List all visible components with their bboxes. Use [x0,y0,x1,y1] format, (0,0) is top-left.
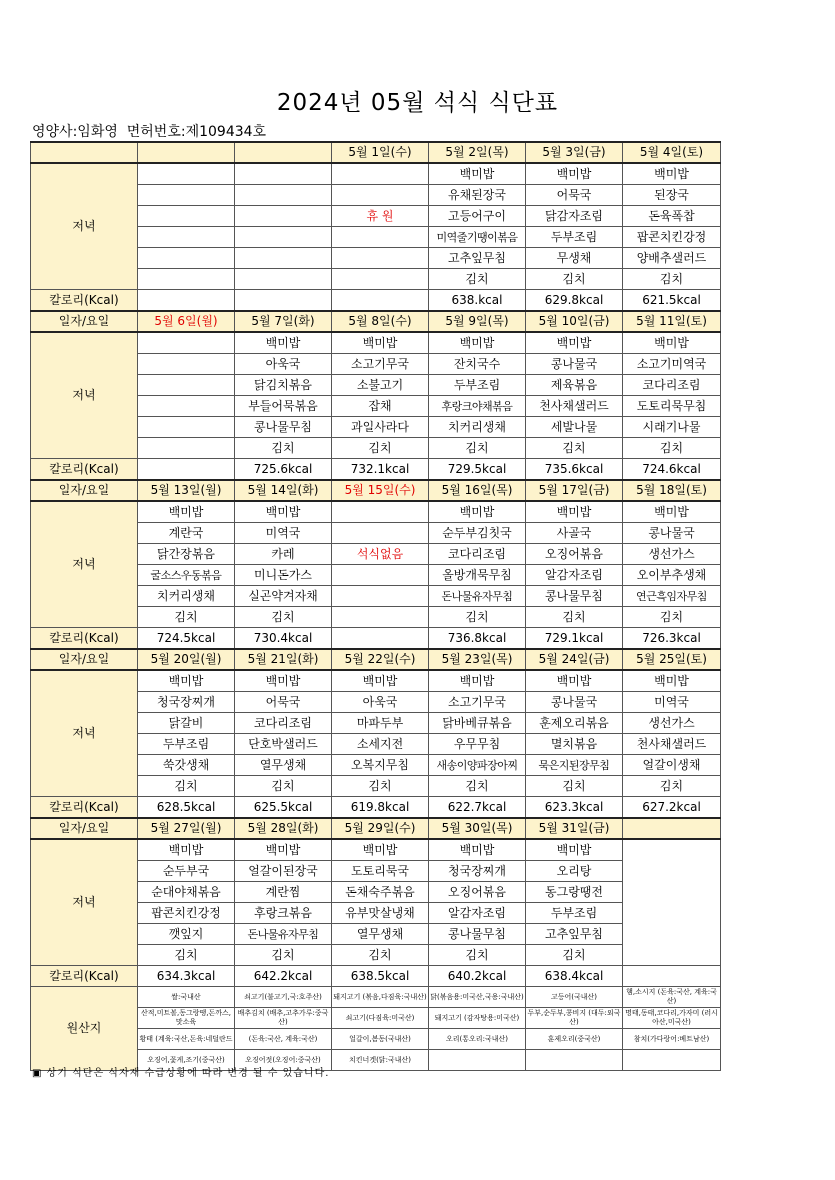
menu-cell: 실곤약겨자채 [235,586,332,607]
date-cell: 5월 27일(월) [138,818,235,839]
origin-cell: 쇠고기(다짐육:미국산) [332,1008,429,1029]
menu-cell: 백미밥 [526,332,623,354]
calorie-label: 칼로리(Kcal) [31,628,138,650]
menu-cell: 오리탕 [526,861,623,882]
date-cell: 5월 10일(금) [526,311,623,332]
calorie-cell: 724.5kcal [138,628,235,650]
menu-cell: 김치 [623,776,721,797]
menu-cell: 백미밥 [526,670,623,692]
calorie-cell: 638.5kcal [332,966,429,987]
menu-cell: 청국장찌개 [138,692,235,713]
date-cell [138,142,235,163]
menu-cell: 김치 [526,269,623,290]
calorie-label: 칼로리(Kcal) [31,797,138,819]
calorie-label: 칼로리(Kcal) [31,290,138,312]
origin-cell: 햄,소시지 (돈육:국산, 계육:국산) [623,987,721,1008]
date-header-row [31,649,721,670]
menu-cell: 코다리조림 [623,375,721,396]
dinner-label: 저녁 [31,670,138,797]
menu-cell: 도토리묵무침 [623,396,721,417]
menu-cell: 세발나물 [526,417,623,438]
menu-cell: 미역국 [623,692,721,713]
calorie-row [31,459,721,481]
date-header-row [31,311,721,332]
menu-cell: 백미밥 [138,670,235,692]
menu-cell: 백미밥 [429,839,526,861]
menu-cell: 아욱국 [332,692,429,713]
menu-cell: 미역줄기땡이볶음 [429,227,526,248]
calorie-cell: 628.5kcal [138,797,235,819]
menu-cell: 김치 [623,269,721,290]
menu-row [31,839,721,861]
calorie-cell: 634.3kcal [138,966,235,987]
origin-cell: 돼지고기 (볶음,다짐육:국내산) [332,987,429,1008]
origin-cell: 참치(가다랑어:베트남산) [623,1029,721,1050]
menu-cell [332,163,429,185]
menu-cell: 팝콘치킨강정 [138,903,235,924]
menu-cell [332,565,429,586]
menu-cell [235,163,332,185]
menu-cell: 콩나물무침 [526,586,623,607]
calorie-label: 칼로리(Kcal) [31,459,138,481]
calorie-row [31,966,721,987]
calorie-cell: 622.7kcal [429,797,526,819]
menu-cell [138,248,235,269]
date-cell [235,142,332,163]
menu-cell: 김치 [429,945,526,966]
date-cell: 5월 8일(수) [332,311,429,332]
date-cell: 5월 13일(월) [138,480,235,501]
menu-cell: 어묵국 [235,692,332,713]
date-cell: 5월 4일(토) [623,142,721,163]
menu-cell: 후랑크야채볶음 [429,396,526,417]
menu-cell: 사골국 [526,523,623,544]
calorie-cell [623,966,721,987]
calorie-cell: 638.4kcal [526,966,623,987]
menu-cell [235,248,332,269]
menu-cell: 석식없음 [332,544,429,565]
menu-cell: 돈나물유자무침 [429,586,526,607]
calorie-cell: 619.8kcal [332,797,429,819]
menu-cell: 돈나물유자무침 [235,924,332,945]
calorie-cell [235,290,332,312]
date-header-row [31,818,721,839]
date-cell: 5월 29일(수) [332,818,429,839]
menu-cell: 소고기무국 [429,692,526,713]
menu-table [30,141,721,1071]
origin-cell: 닭(볶음용:미국산,국용:국내산) [429,987,526,1008]
origin-cell: 오징어젓(오징어:중국산) [235,1050,332,1071]
menu-cell: 우무무침 [429,734,526,755]
dinner-label: 저녁 [31,163,138,290]
menu-cell: 백미밥 [526,163,623,185]
date-header-label: 일자/요일 [31,818,138,839]
menu-cell [138,417,235,438]
calorie-cell: 736.8kcal [429,628,526,650]
menu-cell: 잔치국수 [429,354,526,375]
menu-cell: 묵은지된장무침 [526,755,623,776]
menu-cell: 오징어볶음 [526,544,623,565]
calorie-cell [332,628,429,650]
date-cell: 5월 20일(월) [138,649,235,670]
menu-cell: 김치 [138,607,235,628]
date-header-row [31,142,721,163]
origin-cell: (돈육:국산, 계육:국산) [235,1029,332,1050]
menu-cell: 부들어묵볶음 [235,396,332,417]
menu-cell: 백미밥 [332,670,429,692]
menu-cell: 김치 [429,269,526,290]
date-cell: 5월 3일(금) [526,142,623,163]
menu-cell: 돈채숙주볶음 [332,882,429,903]
menu-cell [138,332,235,354]
menu-cell [235,185,332,206]
date-cell: 5월 21일(화) [235,649,332,670]
menu-cell: 천사채샐러드 [526,396,623,417]
menu-cell [138,396,235,417]
origin-label: 원산지 [31,987,138,1071]
menu-cell: 무생채 [526,248,623,269]
menu-cell: 김치 [235,607,332,628]
calorie-cell: 726.3kcal [623,628,721,650]
menu-cell [235,227,332,248]
origin-cell [429,1050,526,1071]
dinner-label: 저녁 [31,839,138,966]
menu-cell: 백미밥 [235,332,332,354]
menu-cell [138,227,235,248]
menu-cell: 김치 [526,438,623,459]
menu-cell: 굴소스우동볶음 [138,565,235,586]
calorie-cell: 640.2kcal [429,966,526,987]
origin-cell: 배추김치 (배추,고추가루:중국산) [235,1008,332,1029]
origin-cell: 훈제오리(중국산) [526,1029,623,1050]
menu-cell: 닭감자조림 [526,206,623,227]
menu-cell: 계란찜 [235,882,332,903]
calorie-cell: 625.5kcal [235,797,332,819]
menu-cell: 소고기무국 [332,354,429,375]
menu-cell: 생선가스 [623,713,721,734]
menu-cell [235,206,332,227]
menu-cell: 백미밥 [623,501,721,523]
menu-cell: 마파두부 [332,713,429,734]
menu-cell: 제육볶음 [526,375,623,396]
menu-cell: 계란국 [138,523,235,544]
menu-cell: 닭김치볶음 [235,375,332,396]
menu-cell: 김치 [138,776,235,797]
footer-note: ▣ 상기 식단은 식자재 수급상황에 따라 변경 될 수 있습니다. [32,1068,330,1079]
menu-cell: 미역국 [235,523,332,544]
menu-cell: 백미밥 [235,501,332,523]
menu-cell: 김치 [429,438,526,459]
menu-cell [332,607,429,628]
menu-cell: 순두부국 [138,861,235,882]
calorie-row [31,290,721,312]
calorie-row [31,628,721,650]
calorie-cell: 725.6kcal [235,459,332,481]
origin-cell: 산적,미트볼,동그랑땡,돈까스,맛소육 [138,1008,235,1029]
date-header-label: 일자/요일 [31,480,138,501]
menu-cell: 열무생채 [235,755,332,776]
menu-cell: 콩나물무침 [429,924,526,945]
menu-cell: 백미밥 [429,332,526,354]
menu-cell: 김치 [235,945,332,966]
menu-cell: 김치 [235,776,332,797]
menu-row [31,501,721,523]
date-cell: 5월 15일(수) [332,480,429,501]
menu-cell: 김치 [429,776,526,797]
menu-cell: 두부조림 [526,227,623,248]
menu-cell: 백미밥 [526,839,623,861]
menu-cell: 김치 [332,776,429,797]
menu-cell [332,248,429,269]
menu-cell: 된장국 [623,185,721,206]
menu-cell: 멸치볶음 [526,734,623,755]
menu-cell: 닭갈비 [138,713,235,734]
page-title: 2024년 05월 석식 식단표 [276,90,559,116]
menu-cell: 열무생채 [332,924,429,945]
date-cell: 5월 25일(토) [623,649,721,670]
date-cell [623,818,721,839]
calorie-cell [332,290,429,312]
menu-cell: 후랑크볶음 [235,903,332,924]
date-cell: 5월 31일(금) [526,818,623,839]
origin-cell: 쇠고기(불고기,국:호주산) [235,987,332,1008]
menu-cell: 양배추샐러드 [623,248,721,269]
menu-cell [138,354,235,375]
menu-cell: 깻잎지 [138,924,235,945]
menu-cell: 코다리조림 [429,544,526,565]
menu-cell: 김치 [526,945,623,966]
calorie-cell: 735.6kcal [526,459,623,481]
date-cell: 5월 30일(목) [429,818,526,839]
origin-cell: 오징어,꽃게,조기(중국산) [138,1050,235,1071]
menu-cell: 김치 [526,607,623,628]
origin-cell [623,1050,721,1071]
origin-cell [526,1050,623,1071]
menu-cell: 유채된장국 [429,185,526,206]
date-cell: 5월 28일(화) [235,818,332,839]
menu-cell: 순대야채볶음 [138,882,235,903]
menu-cell: 알감자조림 [526,565,623,586]
menu-cell: 고등어구이 [429,206,526,227]
date-cell: 5월 9일(목) [429,311,526,332]
menu-cell: 잡채 [332,396,429,417]
calorie-cell: 730.4kcal [235,628,332,650]
menu-cell: 백미밥 [623,332,721,354]
menu-cell: 콩나물국 [623,523,721,544]
calorie-cell: 729.1kcal [526,628,623,650]
menu-cell [138,163,235,185]
calorie-label: 칼로리(Kcal) [31,966,138,987]
menu-cell: 백미밥 [623,163,721,185]
calorie-cell: 729.5kcal [429,459,526,481]
origin-cell: 오리(통오리:국내산) [429,1029,526,1050]
calorie-cell: 724.6kcal [623,459,721,481]
date-header-label [31,142,138,163]
date-cell: 5월 18일(토) [623,480,721,501]
date-cell: 5월 11일(토) [623,311,721,332]
menu-cell: 생선가스 [623,544,721,565]
menu-cell: 백미밥 [429,501,526,523]
date-cell: 5월 14일(화) [235,480,332,501]
calorie-cell: 642.2kcal [235,966,332,987]
menu-cell: 김치 [138,945,235,966]
menu-cell: 닭간장볶음 [138,544,235,565]
calorie-cell: 629.8kcal [526,290,623,312]
menu-cell: 소고기미역국 [623,354,721,375]
origin-cell: 명태,동태,코다리,가자미 (러시아산,미국산) [623,1008,721,1029]
menu-cell: 콩나물무침 [235,417,332,438]
menu-cell: 김치 [623,607,721,628]
menu-cell: 미니돈가스 [235,565,332,586]
menu-cell: 소불고기 [332,375,429,396]
calorie-cell: 638.kcal [429,290,526,312]
menu-cell: 도토리묵국 [332,861,429,882]
date-cell: 5월 16일(목) [429,480,526,501]
calorie-cell: 732.1kcal [332,459,429,481]
origin-cell: 얼갈이,봄동(국내산) [332,1029,429,1050]
menu-cell [138,206,235,227]
origin-cell: 쌀:국내산 [138,987,235,1008]
menu-cell [332,586,429,607]
menu-cell: 백미밥 [138,501,235,523]
menu-cell: 고추잎무침 [429,248,526,269]
menu-cell: 연근흑임자무침 [623,586,721,607]
menu-cell: 백미밥 [235,670,332,692]
menu-cell: 오복지무침 [332,755,429,776]
date-cell: 5월 1일(수) [332,142,429,163]
origin-cell: 돼지고기 (감자탕용:미국산) [429,1008,526,1029]
menu-cell: 두부조림 [138,734,235,755]
menu-cell: 김치 [526,776,623,797]
menu-cell [138,438,235,459]
menu-cell: 유부맛살냉채 [332,903,429,924]
menu-cell: 과일사라다 [332,417,429,438]
date-header-label: 일자/요일 [31,311,138,332]
menu-cell [332,501,429,523]
date-cell: 5월 24일(금) [526,649,623,670]
menu-cell: 백미밥 [623,670,721,692]
menu-cell: 고추잎무침 [526,924,623,945]
menu-cell: 청국장찌개 [429,861,526,882]
menu-cell [138,185,235,206]
menu-cell [138,375,235,396]
menu-cell: 동그랑땡전 [526,882,623,903]
menu-cell: 오징어볶음 [429,882,526,903]
date-cell: 5월 22일(수) [332,649,429,670]
menu-cell: 어묵국 [526,185,623,206]
menu-cell: 오이부추생채 [623,565,721,586]
menu-cell: 치커리생채 [138,586,235,607]
menu-row [31,670,721,692]
date-cell: 5월 17일(금) [526,480,623,501]
menu-cell: 백미밥 [429,163,526,185]
menu-cell: 김치 [332,438,429,459]
date-cell: 5월 6일(월) [138,311,235,332]
origin-cell: 치킨너겟(닭:국내산) [332,1050,429,1071]
menu-cell [332,185,429,206]
date-cell: 5월 2일(목) [429,142,526,163]
dinner-label: 저녁 [31,332,138,459]
origin-cell: 황태 (계육:국산,돈육:네덜란드 [138,1029,235,1050]
dietitian-info: 영양사:임화영 면허번호:제109434호 [32,124,267,140]
menu-cell: 콩나물국 [526,354,623,375]
menu-cell: 순두부김칫국 [429,523,526,544]
menu-cell: 백미밥 [138,839,235,861]
menu-cell [332,269,429,290]
calorie-cell [138,459,235,481]
menu-cell [138,269,235,290]
menu-cell: 알감자조림 [429,903,526,924]
calorie-row [31,797,721,819]
calorie-cell [138,290,235,312]
menu-cell: 팝콘치킨강정 [623,227,721,248]
origin-cell: 두부,순두부,콩비지 (대두:외국산) [526,1008,623,1029]
menu-cell: 소세지전 [332,734,429,755]
menu-cell: 김치 [623,438,721,459]
menu-cell: 카레 [235,544,332,565]
menu-cell [332,523,429,544]
menu-cell: 치커리생채 [429,417,526,438]
menu-cell: 시래기나물 [623,417,721,438]
dinner-label: 저녁 [31,501,138,628]
menu-cell: 김치 [429,607,526,628]
menu-cell: 얼갈이된장국 [235,861,332,882]
menu-cell: 아욱국 [235,354,332,375]
origin-row [31,987,721,1008]
empty-cell [623,839,721,966]
menu-cell: 새송이양파장아찌 [429,755,526,776]
menu-cell: 김치 [332,945,429,966]
menu-cell: 두부조림 [526,903,623,924]
menu-cell [235,269,332,290]
menu-row [31,332,721,354]
menu-cell: 천사채샐러드 [623,734,721,755]
menu-cell: 쑥갓생채 [138,755,235,776]
menu-cell: 백미밥 [235,839,332,861]
date-header-label: 일자/요일 [31,649,138,670]
menu-cell [332,227,429,248]
menu-cell: 콩나물국 [526,692,623,713]
calorie-cell: 621.5kcal [623,290,721,312]
date-header-row [31,480,721,501]
menu-cell: 백미밥 [429,670,526,692]
menu-cell: 닭바베큐볶음 [429,713,526,734]
menu-cell: 얼갈이생채 [623,755,721,776]
calorie-cell: 623.3kcal [526,797,623,819]
menu-cell: 훈제오리볶음 [526,713,623,734]
menu-cell: 돈육폭찹 [623,206,721,227]
menu-row [31,163,721,185]
origin-cell: 고등어(국내산) [526,987,623,1008]
menu-cell: 두부조림 [429,375,526,396]
date-cell: 5월 7일(화) [235,311,332,332]
menu-cell: 김치 [235,438,332,459]
menu-cell: 올방개묵무침 [429,565,526,586]
menu-cell: 코다리조림 [235,713,332,734]
menu-cell: 휴 원 [332,206,429,227]
calorie-cell: 627.2kcal [623,797,721,819]
menu-cell: 백미밥 [332,332,429,354]
menu-cell: 단호박샐러드 [235,734,332,755]
date-cell: 5월 23일(목) [429,649,526,670]
menu-cell: 백미밥 [526,501,623,523]
menu-cell: 백미밥 [332,839,429,861]
